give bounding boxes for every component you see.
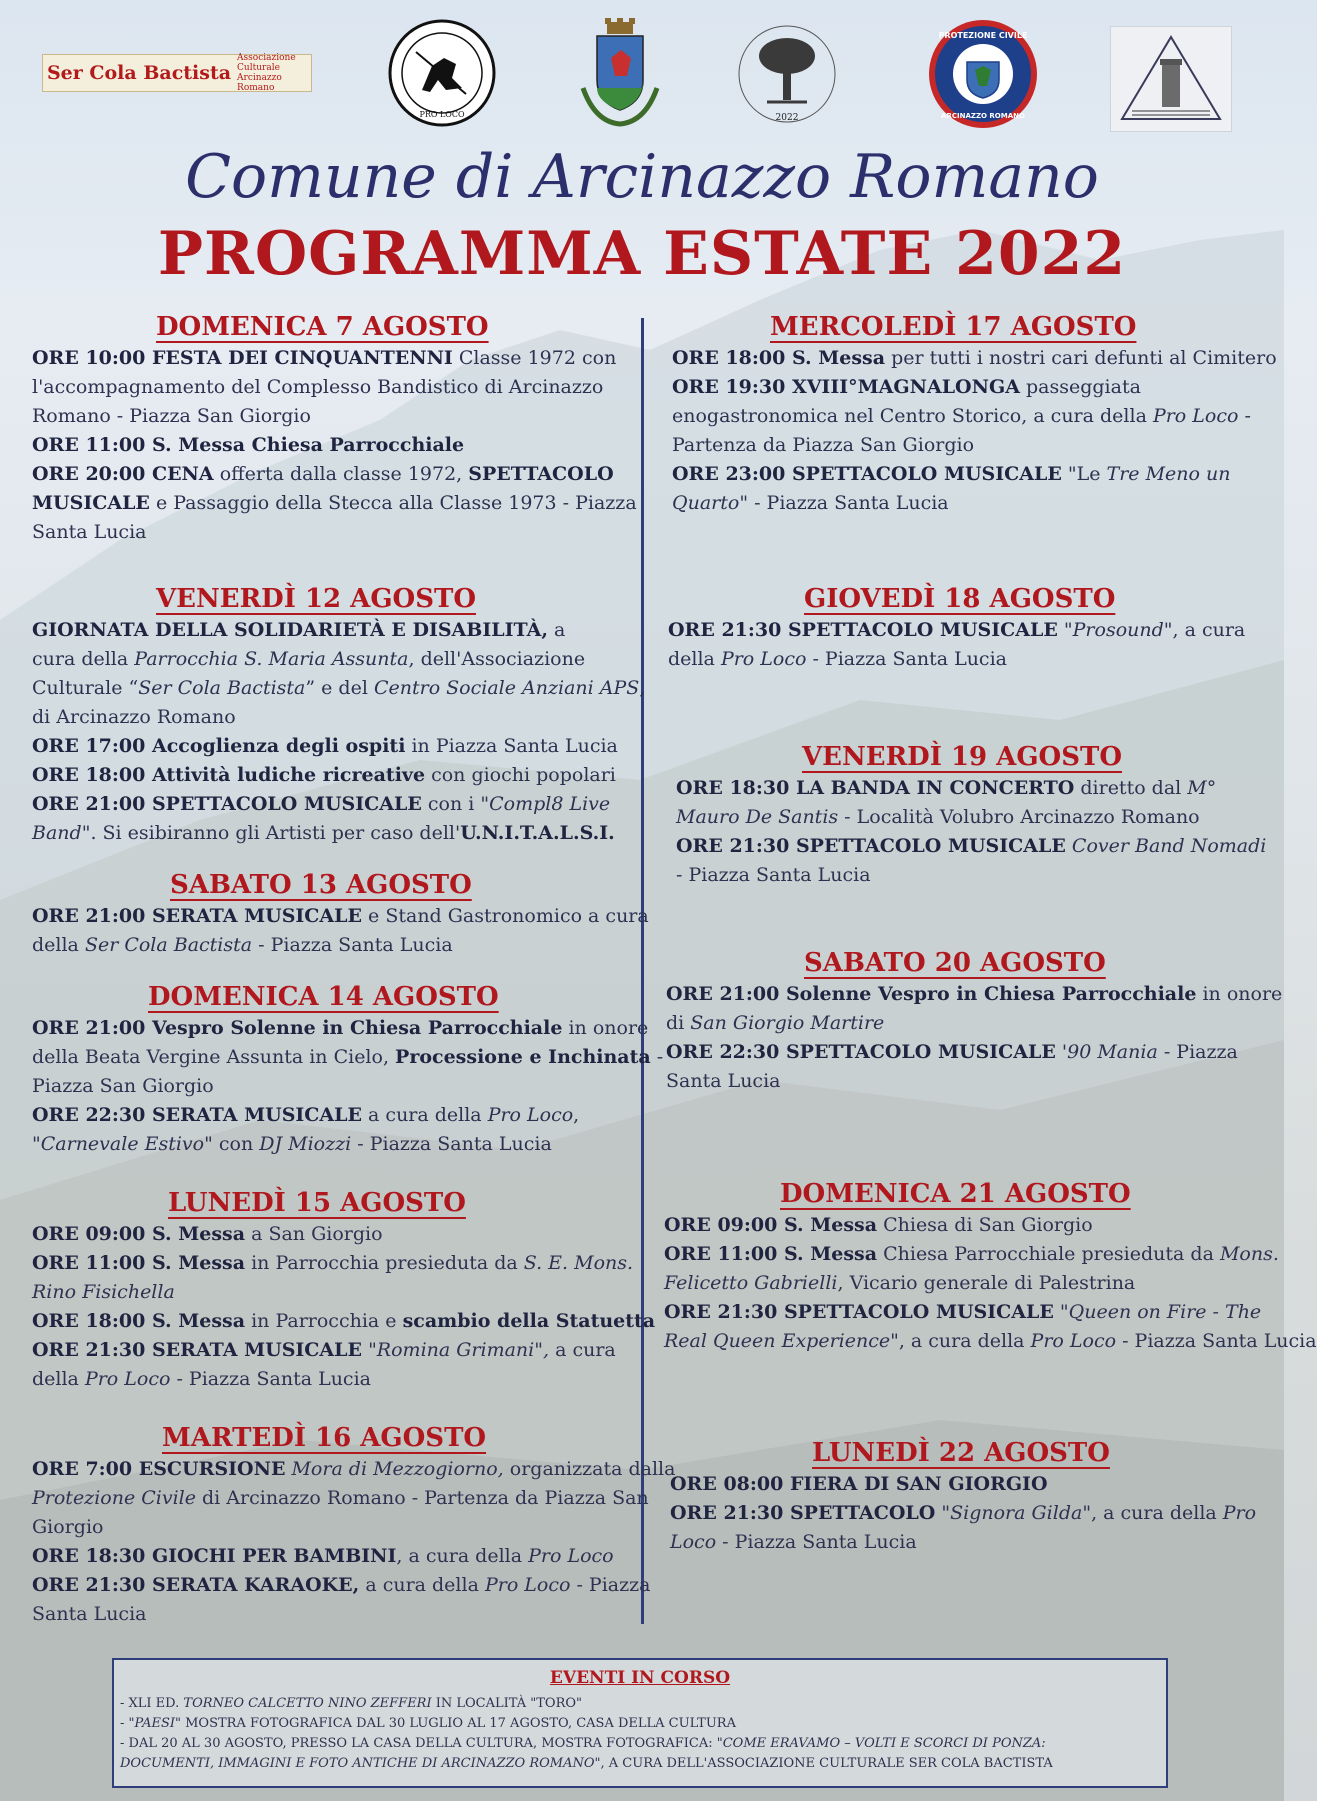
- pro-loco-logo: [382, 18, 502, 128]
- text-run: ORE 21:00 SERATA MUSICALE: [32, 905, 363, 927]
- text-run: Romano - Piazza San Giorgio: [32, 405, 311, 427]
- text-run: ” e del: [305, 677, 374, 699]
- text-run: " MOSTRA FOTOGRAFICA DAL 30 LUGLIO AL 17 AGOSTO, CASA DELLA CULTURA: [175, 1716, 736, 1731]
- text-run: Pro Loco: [1030, 1330, 1117, 1352]
- text-run: - ": [120, 1716, 135, 1731]
- event-line: [32, 373, 637, 402]
- text-run: , dell'Associazione: [408, 648, 586, 670]
- text-run: DOCUMENTI, IMMAGINI E FOTO ANTICHE DI ARCINAZZO ROMANO: [120, 1756, 595, 1771]
- text-run: GIORNATA DELLA SOLIDARIETÀ E DISABILITÀ,: [32, 619, 548, 641]
- event-line: [676, 774, 1266, 803]
- day-left-3: [32, 980, 663, 1159]
- text-run: , a cura della: [1091, 1502, 1223, 1524]
- text-run: PAESI: [134, 1716, 175, 1731]
- text-run: Protezione Civile: [32, 1487, 196, 1509]
- text-run: ", a cura della: [890, 1330, 1031, 1352]
- text-run: ORE 23:00 SPETTACOLO MUSICALE: [672, 463, 1062, 485]
- text-run: ORE 17:00 Accoglienza degli ospiti: [32, 735, 406, 757]
- text-run: in Parrocchia presieduta da: [245, 1252, 524, 1274]
- text-run: ORE 21:30 SPETTACOLO: [670, 1502, 936, 1524]
- text-run: IN LOCALITÀ "TORO": [431, 1696, 582, 1711]
- event-line: [672, 489, 1277, 518]
- event-line: [32, 1220, 655, 1249]
- centro-anziani-logo: [727, 20, 847, 128]
- text-run: passeggiata: [1019, 376, 1141, 398]
- event-line: [32, 1600, 675, 1629]
- day-title: SABATO 20 AGOSTO: [804, 948, 1106, 978]
- event-line: [670, 1470, 1256, 1499]
- event-line: [664, 1298, 1317, 1327]
- event-line: [666, 1038, 1282, 1067]
- day-right-4: [664, 1177, 1317, 1356]
- text-run: Culturale “: [32, 677, 139, 699]
- text-run: ORE 21:30 SPETTACOLO MUSICALE: [664, 1301, 1054, 1323]
- text-run: Mora di Mezzogiorno,: [291, 1458, 504, 1480]
- protezione-civile-logo: [920, 18, 1046, 130]
- text-run: in onore: [1196, 983, 1283, 1005]
- event-line: [664, 1240, 1317, 1269]
- text-run: Rino Fisichella: [32, 1281, 175, 1303]
- text-run: TORNEO CALCETTO NINO ZEFFERI: [183, 1696, 432, 1711]
- text-run: ,: [573, 1104, 580, 1126]
- text-run: per tutti i nostri cari defunti al Cimitero: [885, 347, 1277, 369]
- event-line: [32, 1307, 655, 1336]
- event-line: [32, 902, 649, 931]
- text-run: - XLI ED.: [120, 1696, 184, 1711]
- text-run: Carnevale Estivo: [40, 1133, 205, 1155]
- proloco-text: PRO LOCO: [419, 110, 465, 119]
- day-title: LUNEDÌ 15 AGOSTO: [168, 1188, 466, 1218]
- event-line: [668, 616, 1245, 645]
- text-run: Pro Loco: [528, 1545, 614, 1567]
- event-line: [32, 1101, 663, 1130]
- text-run: ORE 20:00 CENA: [32, 463, 214, 485]
- text-run: della: [668, 648, 721, 670]
- day-title: LUNEDÌ 22 AGOSTO: [812, 1438, 1110, 1468]
- event-line: [670, 1499, 1256, 1528]
- pc-place: ARCINAZZO ROMANO: [941, 112, 1025, 120]
- text-run: ORE 11:00 S. Messa Chiesa Parrocchiale: [32, 434, 465, 456]
- day-title: MARTEDÌ 16 AGOSTO: [162, 1423, 487, 1453]
- day-right-2: [676, 740, 1266, 890]
- text-run: ORE 21:30 SERATA KARAOKE,: [32, 1574, 360, 1596]
- text-run: Prosound: [1072, 619, 1164, 641]
- day-title: VENERDÌ 19 AGOSTO: [802, 742, 1122, 772]
- text-run: , a cura della: [396, 1545, 529, 1567]
- text-run: ORE 09:00 S. Messa: [32, 1223, 246, 1245]
- text-run: ORE 11:00 S. Messa: [664, 1243, 878, 1265]
- text-run: COME ERAVAMO – VOLTI E SCORCI DI PONZA:: [722, 1736, 1046, 1751]
- text-run: "Le: [1061, 463, 1107, 485]
- text-run: ORE 21:30 SERATA MUSICALE: [32, 1339, 363, 1361]
- day-left-1: [32, 582, 645, 848]
- text-run: cura della: [32, 648, 135, 670]
- event-line: [32, 674, 645, 703]
- text-run: Pro Loco: [720, 648, 807, 670]
- day-right-0: [672, 310, 1277, 518]
- text-run: a San Giorgio: [245, 1223, 383, 1245]
- event-line: [676, 832, 1266, 861]
- text-run: ,: [639, 677, 646, 699]
- text-run: DJ Miozzi: [259, 1133, 352, 1155]
- event-line: [32, 1278, 655, 1307]
- event-line: [32, 489, 637, 518]
- text-run: in Parrocchia e: [245, 1310, 403, 1332]
- event-line: [32, 703, 645, 732]
- event-line: [32, 1455, 675, 1484]
- event-line: [32, 1130, 663, 1159]
- text-run: ORE 21:30 SPETTACOLO MUSICALE: [668, 619, 1058, 641]
- text-run: " - Piazza Santa Lucia: [739, 492, 949, 514]
- text-run: Mauro De Santis: [676, 806, 839, 828]
- text-run: - Piazza Santa Lucia: [351, 1133, 552, 1155]
- event-line: [672, 373, 1277, 402]
- text-run: Cover Band Nomadi: [1071, 835, 1267, 857]
- day-right-1: [668, 582, 1245, 674]
- event-line: [664, 1211, 1317, 1240]
- text-run: ORE 21:00 SPETTACOLO MUSICALE: [32, 793, 422, 815]
- text-run: Quarto: [672, 492, 740, 514]
- text-run: Tre Meno un: [1106, 463, 1231, 485]
- text-run: Chiesa di San Giorgio: [877, 1214, 1093, 1236]
- text-run: , Vicario generale di Palestrina: [837, 1272, 1136, 1294]
- text-run: Pro: [1222, 1502, 1257, 1524]
- eventi-line: [120, 1754, 1053, 1774]
- text-run: a cura: [549, 1339, 616, 1361]
- text-run: ": [1057, 619, 1073, 641]
- text-run: ORE 10:00 FESTA DEI CINQUANTENNI: [32, 347, 453, 369]
- text-run: - Località Volubro Arcinazzo Romano: [838, 806, 1200, 828]
- eventi-line: [120, 1714, 1053, 1734]
- event-line: [32, 819, 645, 848]
- event-line: [670, 1528, 1256, 1557]
- event-line: [32, 1336, 655, 1365]
- text-run: Ser Cola Bactista: [138, 677, 306, 699]
- day-title: DOMENICA 14 AGOSTO: [148, 982, 499, 1012]
- text-run: - Piazza Santa Lucia: [676, 864, 871, 886]
- text-run: Pro Loco: [487, 1104, 574, 1126]
- text-run: Loco: [670, 1531, 717, 1553]
- text-run: ": [32, 1133, 41, 1155]
- text-run: ORE 21:00 Solenne Vespro in Chiesa Parrocchiale: [666, 983, 1197, 1005]
- text-run: organizzata dalla: [503, 1458, 676, 1480]
- event-line: [672, 344, 1277, 373]
- text-run: S. E. Mons.: [523, 1252, 634, 1274]
- text-run: ", A CURA DELL'ASSOCIAZIONE CULTURALE SER COLA BACTISTA: [594, 1756, 1053, 1771]
- eventi-line: [120, 1694, 1053, 1714]
- text-run: ORE 18:00 S. Messa: [672, 347, 886, 369]
- text-run: U.N.I.T.A.L.S.I.: [460, 822, 615, 844]
- text-run: MUSICALE: [32, 492, 150, 514]
- text-run: ORE 7:00 ESCURSIONE: [32, 1458, 286, 1480]
- event-line: [664, 1269, 1317, 1298]
- text-run: - Piazza Santa Lucia: [170, 1368, 371, 1390]
- text-run: in onore: [562, 1017, 649, 1039]
- text-run: - Piazza Santa Lucia: [1116, 1330, 1317, 1352]
- text-run: SPETTACOLO: [468, 463, 614, 485]
- text-run: - Piazza: [1157, 1041, 1238, 1063]
- event-line: [32, 761, 645, 790]
- text-run: con giochi popolari: [425, 764, 616, 786]
- text-run: Processione e Inchinata: [395, 1046, 651, 1068]
- event-line: [32, 1072, 663, 1101]
- event-line: [32, 518, 637, 547]
- eventi-title: EVENTI IN CORSO: [549, 1668, 731, 1688]
- text-run: ", a cura: [1163, 619, 1246, 641]
- comune-title: Comune di Arcinazzo Romano: [185, 142, 1099, 212]
- event-line: [32, 1513, 675, 1542]
- text-run: - Piazza Santa Lucia: [806, 648, 1007, 670]
- event-line: [32, 1542, 675, 1571]
- event-line: [32, 402, 637, 431]
- text-run: di Arcinazzo Romano - Partenza da Piazza San: [195, 1487, 649, 1509]
- anziani-year: 2022: [775, 113, 799, 123]
- text-run: -: [650, 1046, 664, 1068]
- event-line: [32, 616, 645, 645]
- text-run: ORE 18:30 LA BANDA IN CONCERTO: [676, 777, 1075, 799]
- text-run: ". Si esibiranno gli Artisti per caso dell': [81, 822, 461, 844]
- day-left-0: [32, 310, 637, 547]
- text-run: - Piazza Santa Lucia: [252, 934, 453, 956]
- event-line: [672, 402, 1277, 431]
- text-run: '90 Mania: [1061, 1041, 1158, 1063]
- text-run: "Signora Gilda": [941, 1502, 1092, 1524]
- event-line: [32, 1249, 655, 1278]
- text-run: di: [666, 1012, 691, 1034]
- event-line: [32, 1043, 663, 1072]
- text-run: ORE 11:00 S. Messa: [32, 1252, 246, 1274]
- event-line: [676, 861, 1266, 890]
- day-title: MERCOLEDÌ 17 AGOSTO: [770, 312, 1137, 342]
- event-line: [32, 1484, 675, 1513]
- text-run: diretto dal: [1074, 777, 1188, 799]
- text-run: Ser Cola Bactista: [84, 934, 253, 956]
- day-right-3: [666, 946, 1282, 1096]
- text-run: enogastronomica nel Centro Storico, a cura della: [672, 405, 1153, 427]
- text-run: ORE 18:00 S. Messa: [32, 1310, 246, 1332]
- text-run: Mons.: [1219, 1243, 1279, 1265]
- text-run: Queen on Fire - The: [1068, 1301, 1262, 1323]
- text-run: della Beata Vergine Assunta in Cielo,: [32, 1046, 396, 1068]
- ser-cola-bactista-logo: [42, 54, 312, 92]
- text-run: Felicetto Gabrielli: [664, 1272, 838, 1294]
- event-line: [672, 460, 1277, 489]
- event-line: [666, 980, 1282, 1009]
- event-line: [32, 931, 649, 960]
- text-run: ORE 09:00 S. Messa: [664, 1214, 878, 1236]
- text-run: - Piazza: [570, 1574, 651, 1596]
- text-run: San Giorgio Martire: [690, 1012, 885, 1034]
- text-run: " con: [204, 1133, 260, 1155]
- text-run: ORE 21:30 SPETTACOLO MUSICALE: [676, 835, 1066, 857]
- day-left-4: [32, 1186, 655, 1394]
- event-line: [32, 431, 637, 460]
- event-line: [32, 645, 645, 674]
- text-run: Parrocchia S. Maria Assunta: [134, 648, 409, 670]
- event-line: [676, 803, 1266, 832]
- event-line: [32, 1365, 655, 1394]
- text-run: scambio della Statuetta: [402, 1310, 656, 1332]
- text-run: Centro Sociale Anziani APS: [373, 677, 640, 699]
- event-line: [672, 431, 1277, 460]
- text-run: a cura della: [362, 1104, 488, 1126]
- event-line: [664, 1327, 1317, 1356]
- text-run: ORE 22:30 SPETTACOLO MUSICALE: [666, 1041, 1056, 1063]
- text-run: di Arcinazzo Romano: [32, 706, 236, 728]
- text-run: -: [1238, 405, 1251, 427]
- sercola-sub: Associazione Culturale Arcinazzo Romano: [237, 53, 296, 93]
- text-run: ORE 22:30 SERATA MUSICALE: [32, 1104, 363, 1126]
- text-run: Santa Lucia: [666, 1070, 781, 1092]
- text-run: Pro Loco: [484, 1574, 571, 1596]
- day-left-5: [32, 1421, 675, 1629]
- text-run: in Piazza Santa Lucia: [405, 735, 618, 757]
- text-run: e Passaggio della Stecca alla Classe 1973 - Piazza: [149, 492, 637, 514]
- text-run: e Stand Gastronomico a cura: [362, 905, 649, 927]
- text-run: Pro Loco: [1152, 405, 1239, 427]
- text-run: ORE 19:30 XVIII°MAGNALONGA: [672, 376, 1020, 398]
- text-run: ORE 18:30 GIOCHI PER BAMBINI: [32, 1545, 397, 1567]
- event-line: [666, 1067, 1282, 1096]
- complesso-bandistico-logo: [1110, 26, 1232, 132]
- text-run: ORE 21:00 Vespro Solenne in Chiesa Parrocchiale: [32, 1017, 563, 1039]
- event-line: [32, 732, 645, 761]
- text-run: della: [32, 934, 85, 956]
- day-right-5: [670, 1436, 1256, 1557]
- sercola-name: Ser Cola Bactista: [46, 62, 232, 84]
- event-line: [32, 790, 645, 819]
- day-title: GIOVEDÌ 18 AGOSTO: [804, 584, 1116, 614]
- text-run: della: [32, 1368, 85, 1390]
- text-run: offerta dalla classe 1972,: [213, 463, 469, 485]
- eventi-line: [120, 1734, 1053, 1754]
- text-run: Piazza San Giorgio: [32, 1075, 214, 1097]
- day-title: SABATO 13 AGOSTO: [170, 870, 472, 900]
- text-run: Compl8 Live: [489, 793, 611, 815]
- programma-title: PROGRAMMA ESTATE 2022: [157, 219, 1127, 289]
- text-run: a: [547, 619, 566, 641]
- text-run: Partenza da Piazza San Giorgio: [672, 434, 975, 456]
- text-run: M°: [1187, 777, 1217, 799]
- logo-bar: [0, 18, 1284, 138]
- text-run: "Romina Grimani",: [368, 1339, 550, 1361]
- eventi-lines: [120, 1694, 1053, 1774]
- event-line: [32, 1014, 663, 1043]
- event-line: [32, 344, 637, 373]
- text-run: l'accompagnamento del Complesso Bandistico di Arcinazzo: [32, 376, 604, 398]
- day-title: DOMENICA 7 AGOSTO: [156, 312, 489, 342]
- eventi-in-corso-box: [112, 1658, 1168, 1788]
- text-run: Santa Lucia: [32, 521, 147, 543]
- event-line: [666, 1009, 1282, 1038]
- text-run: Real Queen Experience: [664, 1330, 891, 1352]
- day-title: VENERDÌ 12 AGOSTO: [156, 584, 476, 614]
- text-run: ": [1053, 1301, 1069, 1323]
- day-title: DOMENICA 21 AGOSTO: [780, 1179, 1131, 1209]
- text-run: ORE 18:00 Attività ludiche ricreative: [32, 764, 426, 786]
- text-run: Santa Lucia: [32, 1603, 147, 1625]
- text-run: Classe 1972 con: [452, 347, 617, 369]
- text-run: Pro Loco: [84, 1368, 171, 1390]
- day-left-2: [32, 868, 649, 960]
- text-run: Chiesa Parrocchiale presieduta da: [877, 1243, 1220, 1265]
- text-run: - Piazza Santa Lucia: [716, 1531, 917, 1553]
- event-line: [32, 460, 637, 489]
- text-run: - DAL 20 AL 30 AGOSTO, PRESSO LA CASA DELLA CULTURA, MOSTRA FOTOGRAFICA: ": [120, 1736, 723, 1751]
- event-line: [668, 645, 1245, 674]
- text-run: a cura della: [359, 1574, 485, 1596]
- comune-coat-of-arms: [575, 18, 665, 130]
- text-run: Band: [32, 822, 82, 844]
- pc-title: PROTEZIONE CIVILE: [938, 31, 1028, 40]
- text-run: Giorgio: [32, 1516, 104, 1538]
- event-line: [32, 1571, 675, 1600]
- text-run: ORE 08:00 FIERA DI SAN GIORGIO: [670, 1473, 1048, 1495]
- text-run: con i ": [421, 793, 490, 815]
